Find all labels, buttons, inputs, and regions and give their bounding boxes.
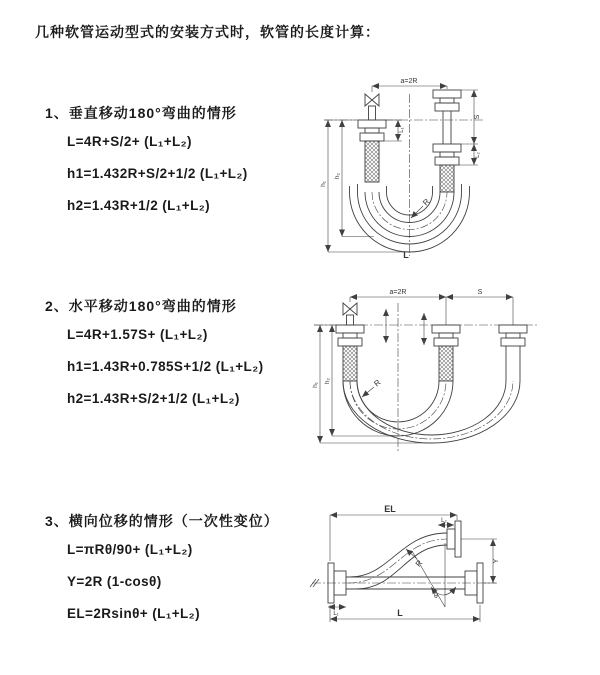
- formula-h2: h2=1.43R+1/2 (L₁+L₂): [67, 198, 211, 213]
- dim-s-label: S: [474, 114, 481, 120]
- right-pipe-assembly: [433, 90, 461, 192]
- angle-label: θ: [434, 593, 438, 600]
- formula-el: EL=2Rsinθ+ (L₁+L₂): [67, 606, 200, 621]
- section-3-heading: 3、横向位移的情形（一次性变位）: [45, 513, 279, 529]
- left-pipe-assembly: [358, 106, 386, 182]
- dimension-labels: [320, 78, 481, 260]
- upper-displaced-flange-assembly: [447, 521, 461, 557]
- radius-label: R: [372, 377, 383, 389]
- dim-l2-label: L₂: [441, 518, 447, 524]
- valve-icon: [365, 94, 379, 106]
- formula-length: L=4R+S/2+ (L₁+L₂): [67, 134, 192, 149]
- dim-h2-label: h₂: [334, 172, 341, 180]
- formula-length: L=πRθ/90+ (L₁+L₂): [67, 542, 193, 557]
- dim-h1-label: h₁: [312, 382, 319, 388]
- page-title: 几种软管运动型式的安装方式时，软管的长度计算：: [35, 24, 380, 40]
- radius-label: R: [421, 197, 432, 208]
- middle-pipe-assembly: [432, 297, 460, 381]
- centerlines: [312, 539, 496, 583]
- hose-arcs: [343, 346, 520, 443]
- centerlines: [324, 94, 484, 256]
- formula-h1: h1=1.43R+0.785S+1/2 (L₁+L₂): [67, 359, 264, 374]
- formula-length: L=4R+1.57S+ (L₁+L₂): [67, 327, 208, 342]
- dim-y-label: Y: [493, 558, 500, 564]
- formula-h2: h2=1.43R+S/2+1/2 (L₁+L₂): [67, 391, 240, 406]
- left-pipe-assembly: [336, 315, 364, 381]
- dim-l1-label: L₁: [399, 127, 405, 133]
- displaced-pipe-assembly: [499, 297, 527, 346]
- diagram-lateral-displacement: [300, 503, 598, 648]
- formula-h1: h1=1.432R+S/2+1/2 (L₁+L₂): [67, 166, 248, 181]
- length-label: L: [403, 250, 409, 260]
- dim-a2r-label: a=2R: [389, 289, 407, 296]
- section-1-heading: 1、垂直移动180°弯曲的情形: [45, 105, 237, 121]
- dim-s-label: S: [477, 289, 483, 296]
- diagram-vertical-movement: [312, 72, 597, 260]
- dim-a2r-label: a=2R: [400, 78, 418, 85]
- valve-icon: [343, 303, 357, 315]
- dim-l2-label: L₂: [475, 152, 481, 158]
- formula-y: Y=2R (1-cosθ): [67, 574, 162, 589]
- dimension-lines: [328, 515, 497, 622]
- dim-h1-label: h₁: [320, 181, 327, 187]
- dim-l-label: L: [397, 608, 403, 618]
- dim-l1-label: L₁: [333, 611, 339, 617]
- dim-el-label: EL: [384, 504, 396, 514]
- dimension-labels: [333, 504, 500, 618]
- dim-h2-label: h₂: [324, 377, 331, 385]
- radius-label: R: [413, 558, 425, 569]
- section-2-heading: 2、水平移动180°弯曲的情形: [45, 298, 237, 314]
- diagram-horizontal-movement: [306, 283, 598, 461]
